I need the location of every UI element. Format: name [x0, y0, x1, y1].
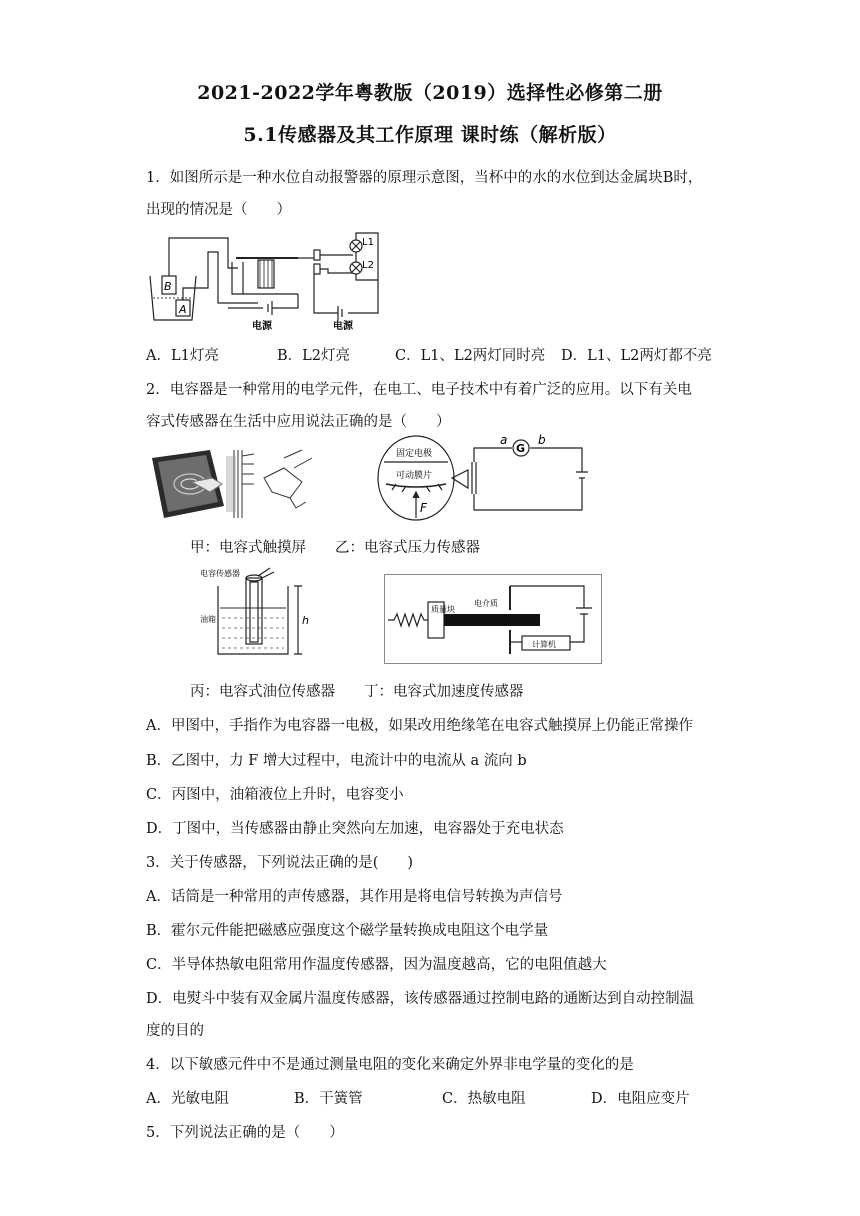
- q5-stem: 5．下列说法正确的是（ ）: [146, 1125, 344, 1141]
- q3-option-a: A．话筒是一种常用的声传感器，其作用是将电信号转换为声信号: [146, 889, 563, 905]
- q3-option-d-cont: 度的目的: [146, 1023, 204, 1039]
- q1-option-d: D．L1、L2两灯都不亮: [561, 348, 712, 364]
- q2-label-galvanometer: G: [516, 442, 526, 455]
- q1-label-a: A: [179, 303, 187, 316]
- document-subtitle: 5.1传感器及其工作原理 课时练（解析版）: [243, 124, 617, 146]
- q2-option-c: C．丙图中，油箱液位上升时，电容变小: [146, 787, 404, 803]
- q2-stem-line1: 2．电容器是一种常用的电学元件，在电工、电子技术中有着广泛的应用。以下有关电: [146, 382, 692, 398]
- q2-label-fixed-electrode: 固定电极: [396, 449, 433, 459]
- q4-option-b: B．干簧管: [294, 1091, 363, 1107]
- q2-figure-touch-structure: [224, 448, 324, 520]
- q2-label-oil-sensor: 电容传感器: [200, 569, 240, 578]
- q1-label-l2: L2: [362, 260, 374, 271]
- q2-option-a: A．甲图中，手指作为电容器一电极，如果改用绝缘笔在电容式触摸屏上仍能正常操作: [146, 718, 693, 734]
- q2-figure-pressure-sensor: [376, 432, 602, 522]
- q2-label-node-b: b: [538, 433, 546, 447]
- q4-options: [146, 1087, 746, 1107]
- q2-label-dielectric: 电介质: [474, 599, 498, 608]
- q2-label-force: F: [420, 501, 427, 515]
- q1-stem-line2: 出现的情况是（ ）: [146, 202, 291, 218]
- q1-water-alarm-figure: [148, 228, 388, 338]
- q3-stem: 3．关于传感器，下列说法正确的是( ): [146, 855, 414, 871]
- q2-label-oil-h: h: [302, 614, 309, 627]
- q1-label-source2: 电源: [333, 321, 353, 332]
- q3-option-c: C．半导体热敏电阻常用作温度传感器，因为温度越高，它的电阻值越大: [146, 957, 607, 973]
- q4-option-d: D．电阻应变片: [591, 1091, 690, 1107]
- q2-label-node-a: a: [500, 433, 508, 447]
- q4-option-a: A．光敏电阻: [146, 1091, 229, 1107]
- document-title: 2021-2022学年粤教版（2019）选择性必修第二册: [197, 82, 663, 104]
- q1-label-l1: L1: [362, 237, 374, 248]
- q2-figure-acceleration-sensor: [384, 574, 602, 664]
- q3-option-d: D．电熨斗中装有双金属片温度传感器，该传感器通过控制电路的通断达到自动控制温: [146, 991, 695, 1007]
- q4-option-c: C．热敏电阻: [442, 1091, 526, 1107]
- q1-stem-line1: 1．如图所示是一种水位自动报警器的原理示意图，当杯中的水的水位到达金属块B时，: [146, 170, 703, 186]
- q2-label-oil-tank: 油箱: [200, 615, 216, 624]
- q3-option-b: B．霍尔元件能把磁感应强度这个磁学量转换成电阻这个电学量: [146, 923, 549, 939]
- q1-label-source1: 电源: [252, 321, 272, 332]
- q2-caption-row2: 丙：电容式油位传感器 丁：电容式加速度传感器: [190, 684, 524, 700]
- q2-option-d: D．丁图中，当传感器由静止突然向左加速，电容器处于充电状态: [146, 821, 564, 837]
- q1-option-a: A．L1灯亮: [146, 348, 219, 364]
- q2-caption-row1: 甲：电容式触摸屏 乙：电容式压力传感器: [190, 540, 480, 556]
- q2-label-computer: 计算机: [532, 640, 556, 649]
- q2-figure-touchscreen: [150, 448, 230, 520]
- q1-option-c: C．L1、L2两灯同时亮: [395, 348, 546, 364]
- q1-option-b: B．L2灯亮: [277, 348, 351, 364]
- q1-options: [146, 344, 746, 364]
- q2-label-movable-film: 可动膜片: [396, 471, 433, 481]
- q2-option-b: B．乙图中，力 F 增大过程中，电流计中的电流从 a 流向 b: [146, 753, 527, 769]
- q2-label-mass-block: 质量块: [431, 605, 455, 614]
- q2-figure-oil-level-sensor: [198, 566, 322, 662]
- q1-label-b: B: [164, 280, 172, 293]
- q2-stem-line2: 容式传感器在生活中应用说法正确的是（ ）: [146, 414, 451, 430]
- q4-stem: 4．以下敏感元件中不是通过测量电阻的变化来确定外界非电学量的变化的是: [146, 1057, 634, 1073]
